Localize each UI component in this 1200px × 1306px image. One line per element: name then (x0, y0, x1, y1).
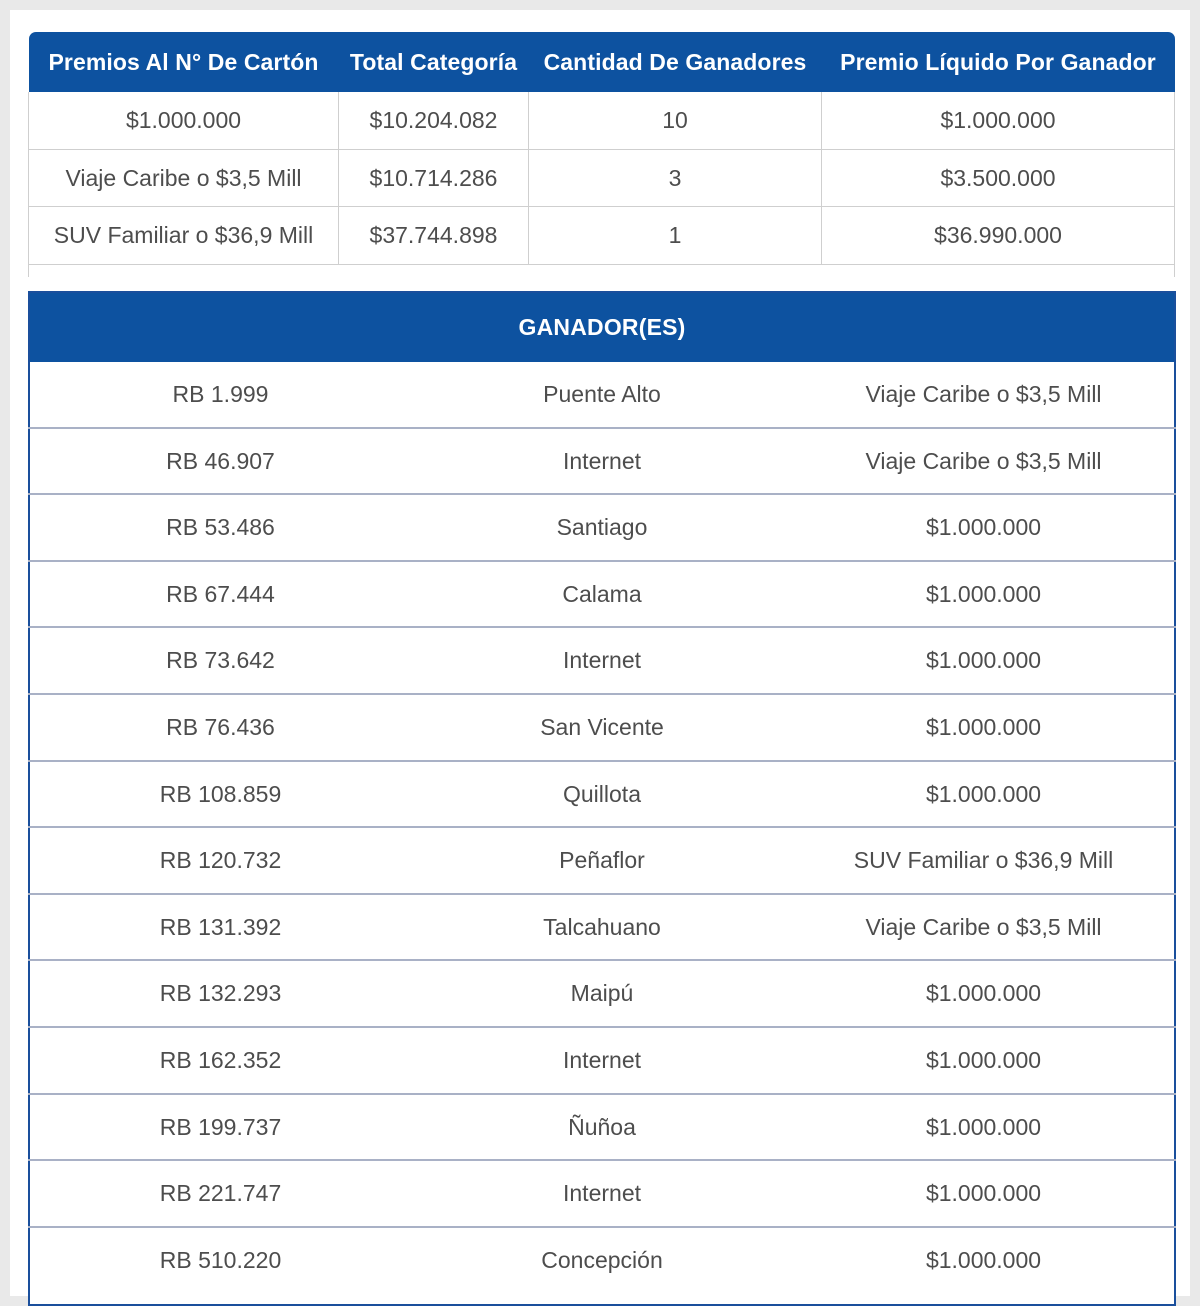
cell-premio: $1.000.000 (793, 1160, 1175, 1227)
prize-table-header-row (29, 32, 1175, 92)
cell-carton: RB 131.392 (29, 894, 411, 961)
table-row (29, 1094, 1175, 1161)
cell-lugar: Internet (411, 428, 793, 495)
cell-cantidad-ganadores: 1 (529, 207, 822, 265)
table-row (29, 1160, 1175, 1227)
cell-lugar: Calama (411, 561, 793, 628)
cell-premio-carton: SUV Familiar o $36,9 Mill (29, 207, 339, 265)
cell-premio: $1.000.000 (793, 1094, 1175, 1161)
cell-premio-liquido: $3.500.000 (822, 149, 1175, 207)
content-card (10, 10, 1190, 1296)
winners-table-body (29, 362, 1175, 1305)
prize-summary-table (28, 32, 1175, 277)
cell-lugar: Talcahuano (411, 894, 793, 961)
cell-carton: RB 73.642 (29, 627, 411, 694)
table-row (29, 149, 1175, 207)
cell-lugar: Puente Alto (411, 362, 793, 428)
table-gap (28, 277, 1174, 291)
winners-section-title: GANADOR(ES) (29, 292, 1175, 362)
cell-carton: RB 76.436 (29, 694, 411, 761)
winners-table-header-row (29, 292, 1175, 362)
cell-carton: RB 46.907 (29, 428, 411, 495)
cell-cantidad-ganadores: 3 (529, 149, 822, 207)
cell-premio: $1.000.000 (793, 1227, 1175, 1306)
cell-total-categoria: $37.744.898 (339, 207, 529, 265)
table-row (29, 92, 1175, 149)
table-row (29, 960, 1175, 1027)
table-row (29, 694, 1175, 761)
cell-lugar: Internet (411, 1027, 793, 1094)
cell-carton: RB 1.999 (29, 362, 411, 428)
cell-lugar: Concepción (411, 1227, 793, 1306)
cell-lugar: Maipú (411, 960, 793, 1027)
prize-table-header (29, 32, 1175, 92)
cell-lugar: Peñaflor (411, 827, 793, 894)
cell-premio: SUV Familiar o $36,9 Mill (793, 827, 1175, 894)
cell-lugar: Internet (411, 627, 793, 694)
table-row (29, 428, 1175, 495)
column-header-premios-carton: Premios Al N° De Cartón (29, 32, 339, 92)
cell-premio: $1.000.000 (793, 761, 1175, 828)
table-row (29, 627, 1175, 694)
cell-carton: RB 67.444 (29, 561, 411, 628)
cell-carton: RB 221.747 (29, 1160, 411, 1227)
table-row (29, 1227, 1175, 1306)
table-row (29, 207, 1175, 265)
cell-premio-liquido: $36.990.000 (822, 207, 1175, 265)
cell-lugar: Santiago (411, 494, 793, 561)
cell-premio: Viaje Caribe o $3,5 Mill (793, 894, 1175, 961)
cell-premio-carton: Viaje Caribe o $3,5 Mill (29, 149, 339, 207)
cell-premio-liquido: $1.000.000 (822, 92, 1175, 149)
winners-table-header (29, 292, 1175, 362)
tables-container (28, 32, 1174, 1306)
cell-carton: RB 132.293 (29, 960, 411, 1027)
cell-total-categoria: $10.204.082 (339, 92, 529, 149)
prize-table-body (29, 92, 1175, 277)
cell-lugar: Internet (411, 1160, 793, 1227)
table-row (29, 561, 1175, 628)
column-header-premio-liquido: Premio Líquido Por Ganador (822, 32, 1175, 92)
cell-carton: RB 120.732 (29, 827, 411, 894)
cell-premio: $1.000.000 (793, 561, 1175, 628)
cell-premio: $1.000.000 (793, 960, 1175, 1027)
cell-carton: RB 199.737 (29, 1094, 411, 1161)
cell-premio: $1.000.000 (793, 494, 1175, 561)
cell-total-categoria: $10.714.286 (339, 149, 529, 207)
table-row (29, 894, 1175, 961)
cell-premio-carton: $1.000.000 (29, 92, 339, 149)
winners-table (28, 291, 1176, 1306)
cell-premio: $1.000.000 (793, 627, 1175, 694)
table-row (29, 494, 1175, 561)
table-spacer-row (29, 265, 1175, 278)
cell-cantidad-ganadores: 10 (529, 92, 822, 149)
cell-carton: RB 162.352 (29, 1027, 411, 1094)
table-row (29, 761, 1175, 828)
column-header-cantidad-ganadores: Cantidad De Ganadores (529, 32, 822, 92)
cell-premio: $1.000.000 (793, 1027, 1175, 1094)
table-row (29, 827, 1175, 894)
cell-lugar: Quillota (411, 761, 793, 828)
cell-lugar: San Vicente (411, 694, 793, 761)
cell-lugar: Ñuñoa (411, 1094, 793, 1161)
cell-carton: RB 510.220 (29, 1227, 411, 1306)
cell-carton: RB 53.486 (29, 494, 411, 561)
table-row (29, 1027, 1175, 1094)
cell-premio: $1.000.000 (793, 694, 1175, 761)
cell-carton: RB 108.859 (29, 761, 411, 828)
cell-premio: Viaje Caribe o $3,5 Mill (793, 428, 1175, 495)
table-row (29, 362, 1175, 428)
column-header-total-categoria: Total Categoría (339, 32, 529, 92)
cell-premio: Viaje Caribe o $3,5 Mill (793, 362, 1175, 428)
